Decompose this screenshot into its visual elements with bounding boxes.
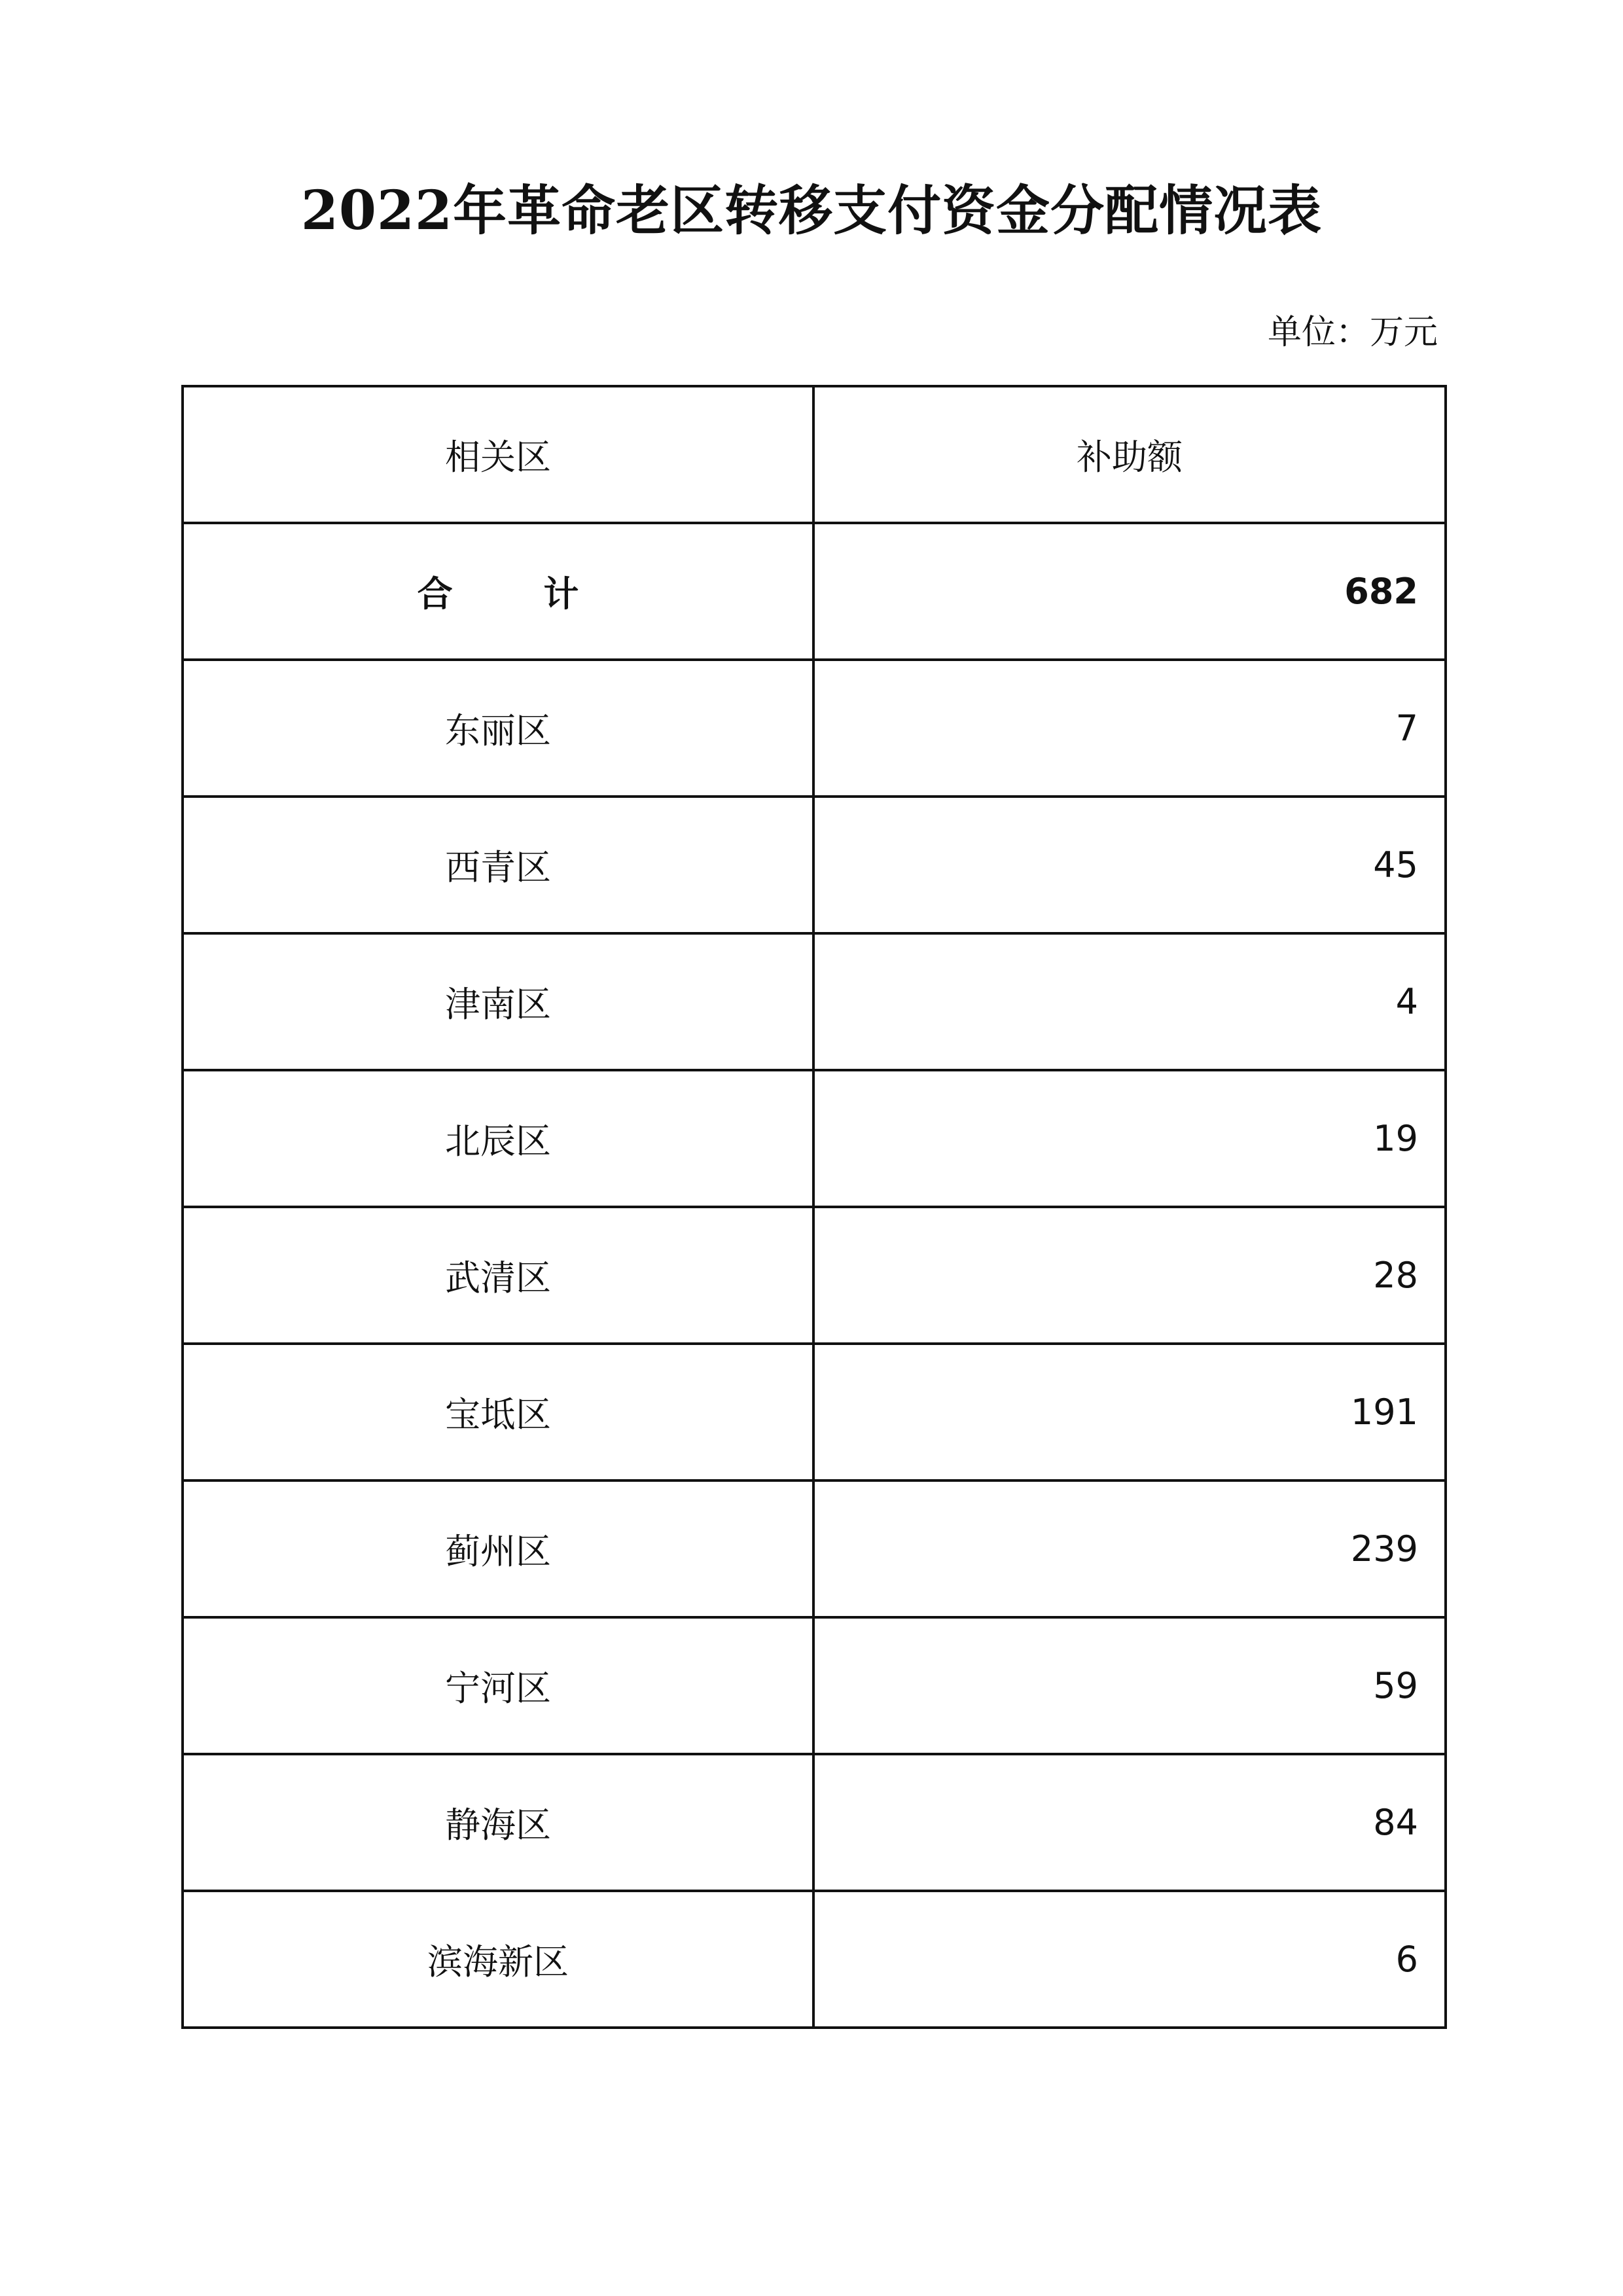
table-row <box>183 1617 1446 1754</box>
table-header-row <box>183 386 1446 523</box>
subsidy-amount: 7 <box>813 660 1446 797</box>
subsidy-amount: 6 <box>813 1891 1446 2028</box>
district-name: 东丽区 <box>183 660 813 797</box>
unit-label: 单位：万元 <box>1267 313 1438 352</box>
subsidy-amount: 45 <box>813 797 1446 933</box>
district-name: 宝坻区 <box>183 1344 813 1480</box>
table-row <box>183 1891 1446 2028</box>
table-row <box>183 1480 1446 1617</box>
column-header-district: 相关区 <box>183 386 813 523</box>
subsidy-amount: 19 <box>813 1070 1446 1207</box>
total-row <box>183 523 1446 660</box>
table-row <box>183 933 1446 1070</box>
subsidy-amount: 191 <box>813 1344 1446 1480</box>
district-name: 蓟州区 <box>183 1480 813 1617</box>
district-name: 宁河区 <box>183 1617 813 1754</box>
table-row <box>183 1207 1446 1344</box>
table-row <box>183 1070 1446 1207</box>
column-header-amount: 补助额 <box>813 386 1446 523</box>
subsidy-amount: 84 <box>813 1754 1446 1891</box>
district-name: 北辰区 <box>183 1070 813 1207</box>
total-value: 682 <box>813 523 1446 660</box>
district-name: 武清区 <box>183 1207 813 1344</box>
district-name: 津南区 <box>183 933 813 1070</box>
total-label: 合 计 <box>183 523 813 660</box>
subsidy-amount: 4 <box>813 933 1446 1070</box>
table-row <box>183 1344 1446 1480</box>
table-row <box>183 797 1446 933</box>
subsidy-amount: 59 <box>813 1617 1446 1754</box>
page-title: 2022年革命老区转移支付资金分配情况表 <box>300 179 1323 242</box>
subsidy-amount: 28 <box>813 1207 1446 1344</box>
district-name: 静海区 <box>183 1754 813 1891</box>
table-row <box>183 1754 1446 1891</box>
table-row <box>183 660 1446 797</box>
allocation-table <box>181 385 1447 2029</box>
subsidy-amount: 239 <box>813 1480 1446 1617</box>
district-name: 西青区 <box>183 797 813 933</box>
district-name: 滨海新区 <box>183 1891 813 2028</box>
